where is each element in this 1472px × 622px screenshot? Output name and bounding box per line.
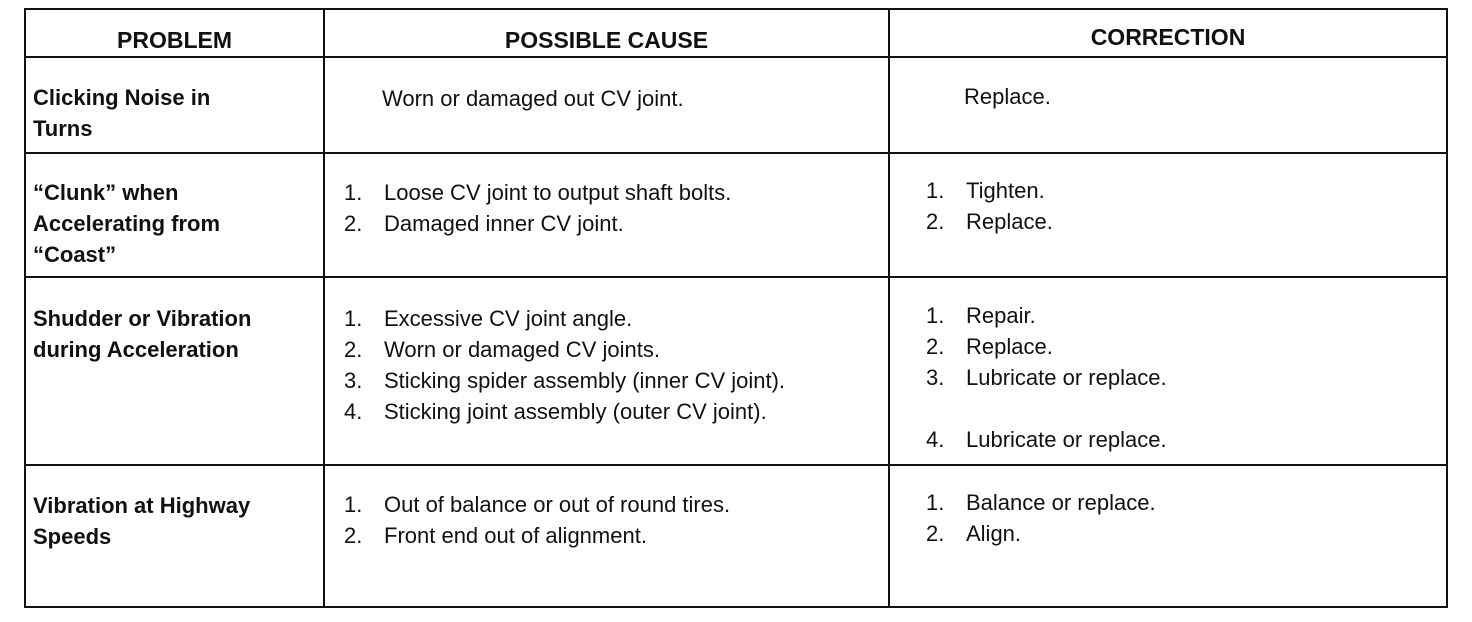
correction-cell: Replace. <box>964 84 1051 109</box>
list-item: 1. Tighten. <box>926 178 1045 203</box>
list-item: 4. Sticking joint assembly (outer CV joint). <box>344 399 767 424</box>
row-divider <box>26 464 1446 466</box>
column-divider <box>323 10 325 606</box>
row-divider <box>26 152 1446 154</box>
list-item: 1. Repair. <box>926 303 1036 328</box>
cause-list <box>344 177 868 239</box>
problem-cell: “Clunk” when Accelerating from “Coast” <box>33 180 221 267</box>
list-item: 2. Damaged inner CV joint. <box>344 211 624 236</box>
list-item: 2. Front end out of alignment. <box>344 523 647 548</box>
problem-cell: Shudder or Vibration during Acceleration <box>33 306 252 362</box>
header-correction: CORRECTION <box>1090 24 1246 50</box>
list-item: 2. Worn or damaged CV joints. <box>344 337 660 362</box>
list-item: 1. Out of balance or out of round tires. <box>344 492 731 517</box>
cause-cell: Worn or damaged out CV joint. <box>382 86 684 111</box>
header-possible-cause: POSSIBLE CAUSE <box>504 27 709 53</box>
header-problem: PROBLEM <box>117 27 232 53</box>
column-divider <box>888 10 890 606</box>
list-item: 4. Lubricate or replace. <box>926 427 1167 452</box>
list-item: 1. Balance or replace. <box>926 490 1156 515</box>
list-item: 3. Lubricate or replace. <box>926 365 1167 390</box>
list-item: 2. Replace. <box>926 209 1053 234</box>
list-item: 1. Loose CV joint to output shaft bolts. <box>344 180 732 205</box>
cause-list <box>344 489 868 551</box>
troubleshooting-table <box>24 8 1448 608</box>
list-item: 3. Sticking spider assembly (inner CV joint). <box>344 368 786 393</box>
problem-cell: Clicking Noise in Turns <box>33 85 211 141</box>
list-item: 2. Align. <box>926 521 1022 546</box>
list-item: 1. Excessive CV joint angle. <box>344 306 633 331</box>
correction-list <box>926 487 1426 549</box>
correction-list <box>926 300 1426 455</box>
problem-cell: Vibration at Highway Speeds <box>33 493 251 549</box>
row-divider <box>26 56 1446 58</box>
row-divider <box>26 276 1446 278</box>
cause-list <box>344 303 868 427</box>
correction-list <box>926 175 1426 237</box>
list-item: 2. Replace. <box>926 334 1053 359</box>
